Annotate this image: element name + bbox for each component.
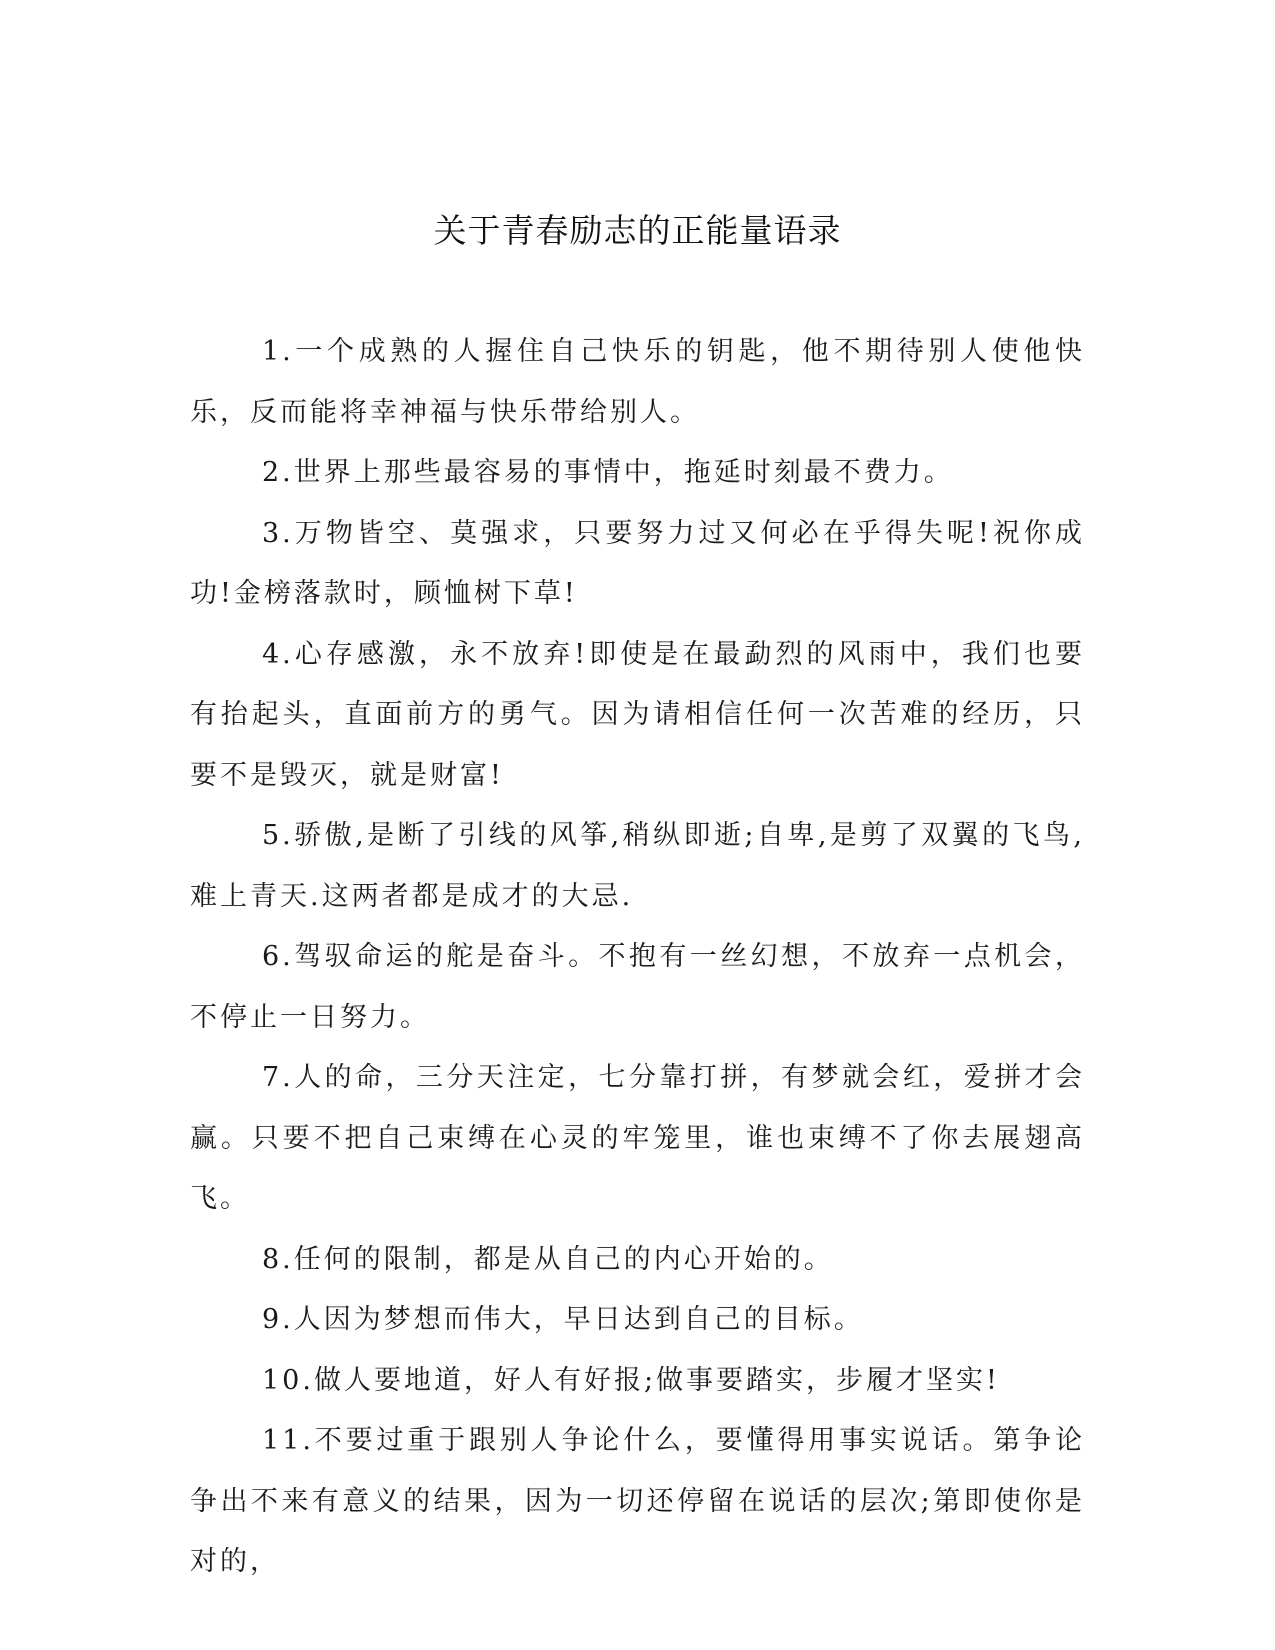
document-title: 关于青春励志的正能量语录 <box>433 211 842 250</box>
quote-paragraph: 10.做人要地道，好人有好报;做事要踏实，步履才坚实! <box>262 1364 1000 1396</box>
quote-paragraph: 6.驾驭命运的舵是奋斗。不抱有一丝幻想，不放弃一点机会，不停止一日努力。 <box>190 941 1085 1033</box>
quote-paragraph: 3.万物皆空、莫强求，只要努力过又何必在乎得失呢!祝你成功!金榜落款时，顾恤树下草! <box>190 517 1085 609</box>
quote-paragraph: 7.人的命，三分天注定，七分靠打拼，有梦就会红，爱拼才会赢。只要不把自己束缚在心灵的牢笼里，谁也束缚不了你去展翅高飞。 <box>190 1062 1085 1214</box>
quote-paragraph: 4.心存感激，永不放弃!即使是在最勐烈的风雨中，我们也要有抬起头，直面前方的勇气。因为请相信任何一次苦难的经历，只要不是毁灭，就是财富! <box>190 638 1085 791</box>
quote-paragraph: 2.世界上那些最容易的事情中，拖延时刻最不费力。 <box>262 457 954 488</box>
quote-paragraph: 11.不要过重于跟别人争论什么，要懂得用事实说话。第争论争出不来有意义的结果，因为一切还停留在说话的层次;第即使你是对的， <box>190 1425 1085 1577</box>
quote-paragraph: 8.任何的限制，都是从自己的内心开始的。 <box>262 1243 834 1275</box>
document-body <box>190 322 1085 1593</box>
quote-paragraph: 1.一个成熟的人握住自己快乐的钥匙，他不期待别人使他快乐，反而能将幸神福与快乐带给别人。 <box>190 336 1085 428</box>
quote-paragraph: 5.骄傲,是断了引线的风筝,稍纵即逝;自卑,是剪了双翼的飞鸟,难上青天.这两者都是成才的大忌. <box>190 820 1085 912</box>
quote-paragraph: 9.人因为梦想而伟大，早日达到自己的目标。 <box>262 1304 864 1335</box>
